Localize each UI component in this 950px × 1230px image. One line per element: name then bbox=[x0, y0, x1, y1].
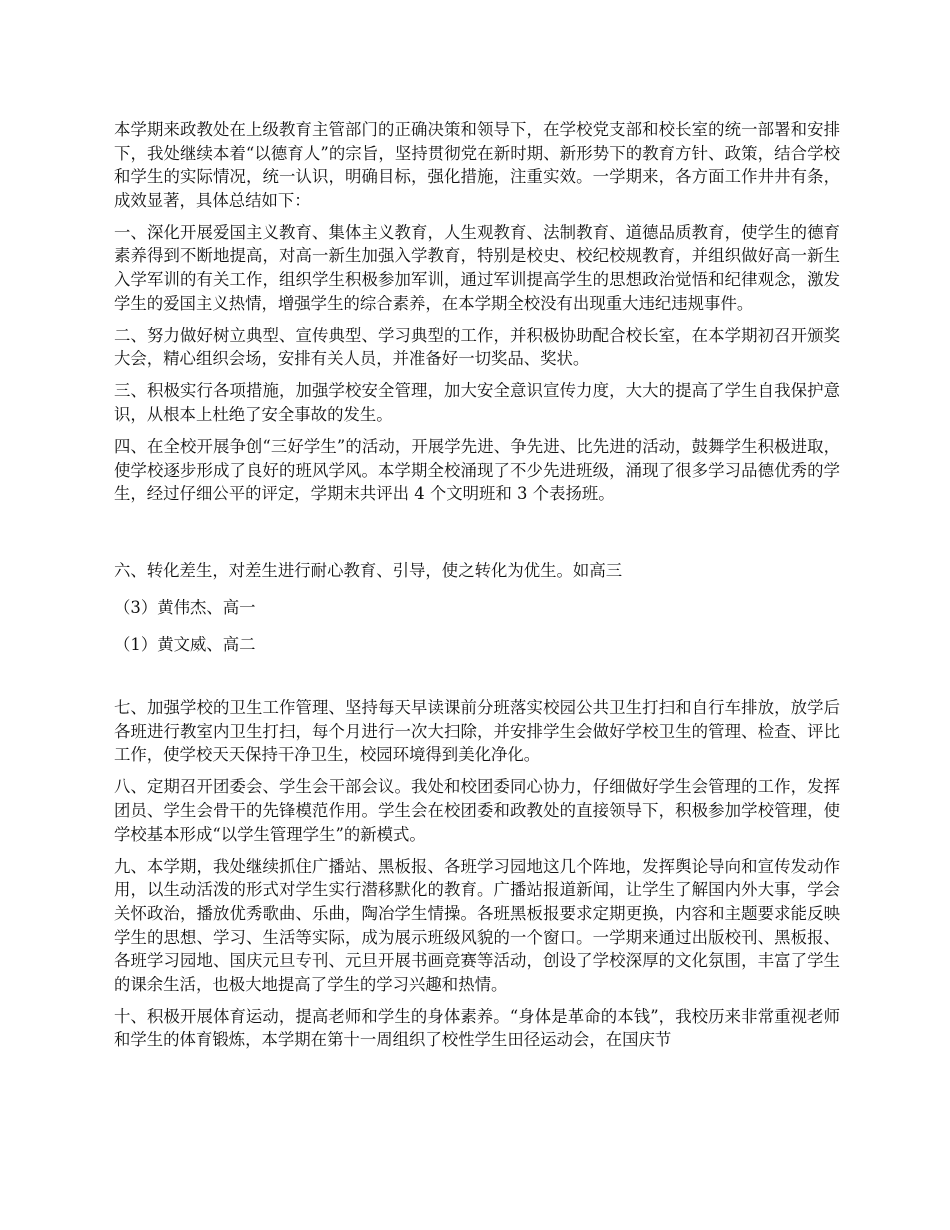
item-6-line-3: （1）黄文威、高二 bbox=[114, 634, 256, 654]
item-3-paragraph: 三、积极实行各项措施，加强学校安全管理，加大安全意识宣传力度，大大的提高了学生自我保护意识，从根本上杜绝了安全事故的发生。 bbox=[114, 381, 840, 425]
item-4-paragraph: 四、在全校开展争创“三好学生”的活动，开展学先进、争先进、比先进的活动，鼓舞学生积极进取，使学校逐步形成了良好的班风学风。本学期全校涌现了不少先进班级，涌现了很多学习品德优秀的学生，经过仔细公平的评定，学期末共评出 4 个文明班和 3 个表扬班。 bbox=[114, 437, 840, 504]
item-6-line-1: 六、转化差生，对差生进行耐心教育、引导，使之转化为优生。如高三 bbox=[114, 561, 623, 581]
item-6-line-2: （3）黄伟杰、高一 bbox=[114, 598, 256, 617]
blank-gap bbox=[114, 514, 840, 559]
item-2-paragraph: 二、努力做好树立典型、宣传典型、学习典型的工作，并积极协助配合校长室，在本学期初召开颁奖大会，精心组织会场，安排有关人员，并准备好一切奖品、奖状。 bbox=[114, 325, 840, 369]
item-1-paragraph: 一、深化开展爱国主义教育、集体主义教育，人生观教育、法制教育、道德品质教育，使学生的德育素养得到不断地提高，对高一新生加强入学教育，特别是校史、校纪校规教育，并组织做好高一新生入学军训的有关工作，组织学生积极参加军训，通过军训提高学生的思想政治觉悟和纪律观念，激发学生的爱国主义热情，增强学生的综合素养，在本学期全校没有出现重大违纪违规事件。 bbox=[114, 222, 840, 313]
intro-paragraph: 本学期来政教处在上级教育主管部门的正确决策和领导下，在学校党支部和校长室的统一部署和安排下，我处继续本着“以德育人”的宗旨，坚持贯彻党在新时期、新形势下的教育方针、政策，结合学校和学生的实际情况，统一认识，明确目标，强化措施，注重实效。一学期来，各方面工作井井有条，成效显著，具体总结如下： bbox=[114, 120, 840, 210]
blank-gap-2 bbox=[114, 669, 840, 696]
item-8-paragraph: 八、定期召开团委会、学生会干部会议。我处和校团委同心协力，仔细做好学生会管理的工作，发挥团员、学生会骨干的先锋模范作用。学生会在校团委和政教处的直接领导下，积极参加学校管理，使学校基本形成“以学生管理学生”的新模式。 bbox=[114, 777, 840, 844]
item-9-paragraph: 九、本学期，我处继续抓住广播站、黑板报、各班学习园地这几个阵地，发挥舆论导向和宣传发动作用，以生动活泼的形式对学生实行潜移默化的教育。广播站报道新闻，让学生了解国内外大事，学会关怀政治，播放优秀歌曲、乐曲，陶冶学生情操。各班黑板报要求定期更换，内容和主题要求能反映学生的思想、学习、生活等实际，成为展示班级风貌的一个窗口。一学期来通过出版校刊、黑板报、各班学习园地、国庆元旦专刊、元旦开展书画竞赛等活动，创设了学校深厚的文化氛围，丰富了学生的课余生活，也极大地提高了学生的学习兴趣和热情。 bbox=[114, 856, 840, 994]
item-7-paragraph: 七、加强学校的卫生工作管理、坚持每天早读课前分班落实校园公共卫生打扫和自行车排放，放学后各班进行教室内卫生打扫，每个月进行一次大扫除，并安排学生会做好学校卫生的管理、检查、评比工作，使学校天天保持干净卫生，校园环境得到美化净化。 bbox=[114, 698, 840, 765]
item-10-paragraph: 十、积极开展体育运动，提高老师和学生的身体素养。“身体是革命的本钱”，我校历来非常重视老师和学生的体育锻炼，本学期在第十一周组织了校性学生田径运动会，在国庆节 bbox=[114, 1006, 840, 1050]
document-page bbox=[114, 118, 840, 1061]
